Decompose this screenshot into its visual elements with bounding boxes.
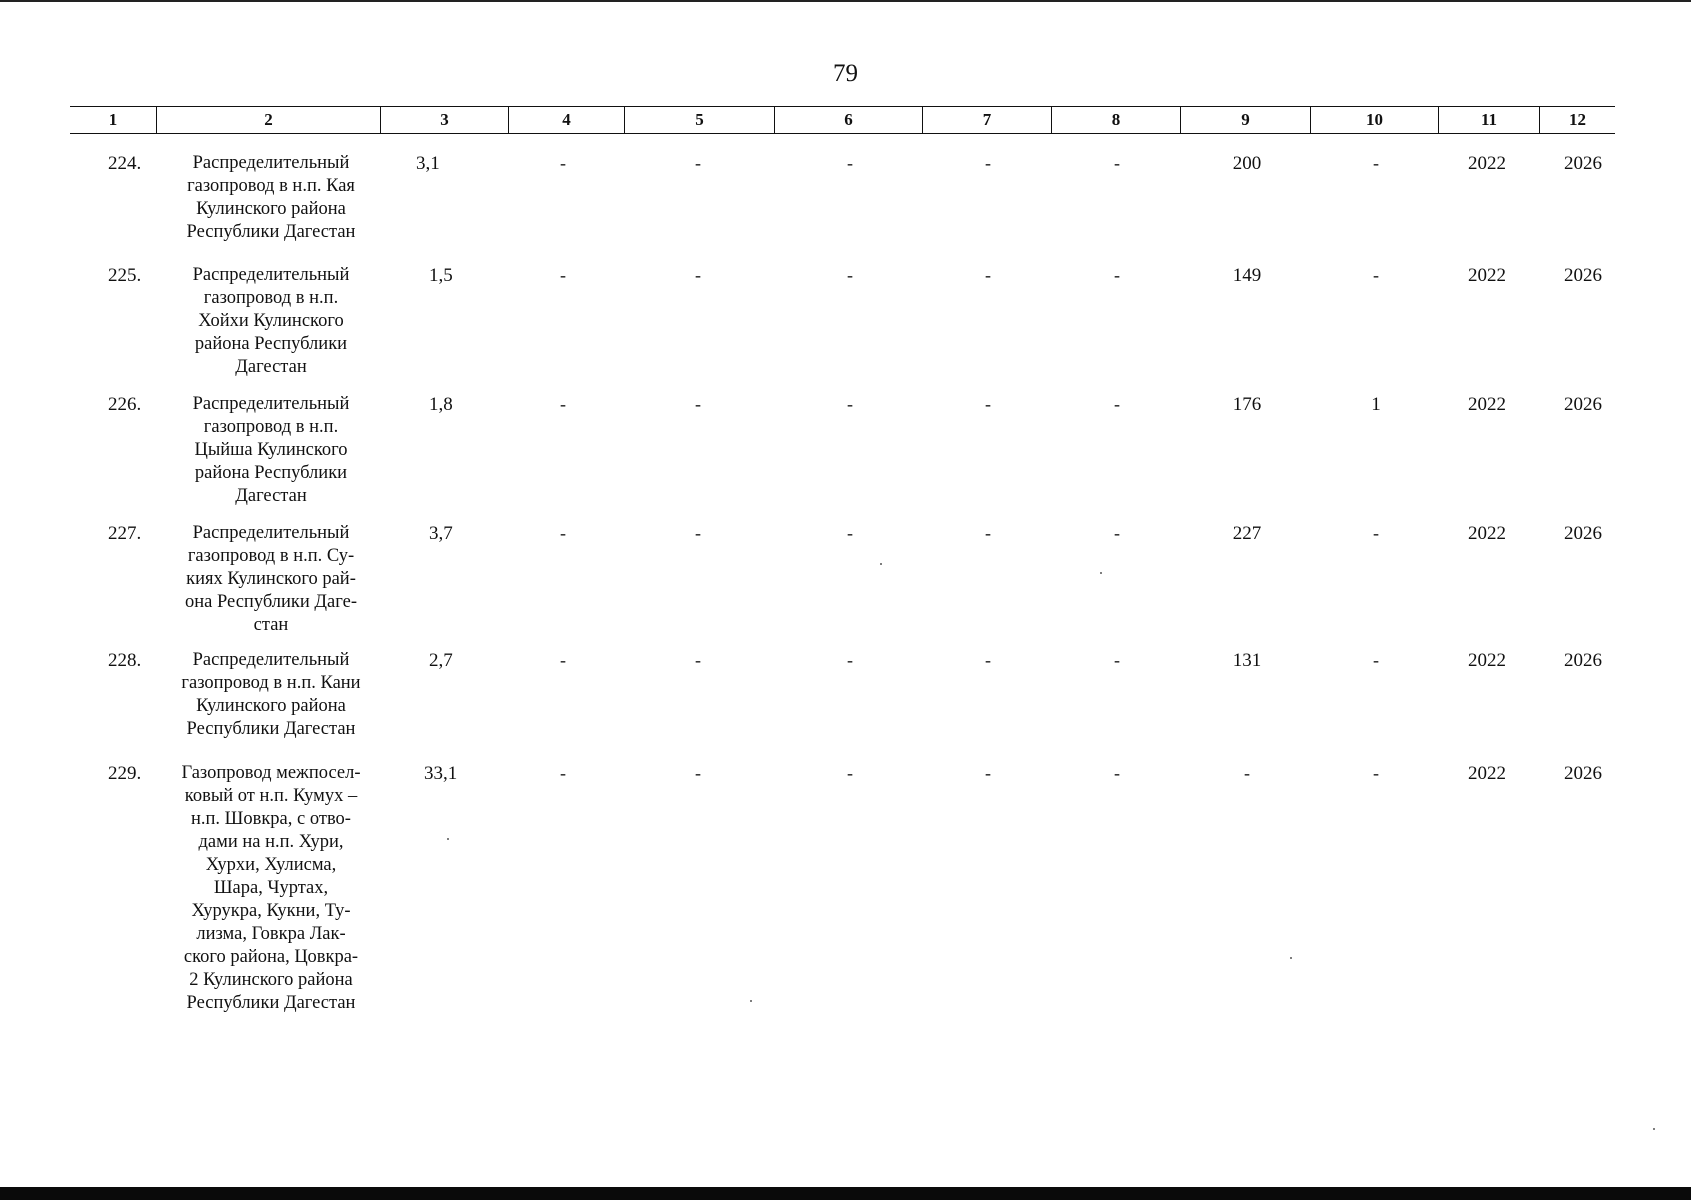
cell-col-6: - — [847, 763, 853, 783]
cell-col-6: - — [847, 265, 853, 285]
cell-col-4: - — [560, 265, 566, 285]
cell-col-11: 2022 — [1468, 153, 1506, 174]
cell-col-6: - — [847, 394, 853, 414]
cell-col-4: - — [560, 523, 566, 543]
cell-col-7: - — [985, 153, 991, 173]
bottom-scan-edge — [0, 1187, 1691, 1200]
cell-col-8: - — [1114, 763, 1120, 783]
cell-col-7: - — [985, 763, 991, 783]
column-header-5: 5 — [624, 107, 774, 133]
cell-col-11: 2022 — [1468, 523, 1506, 544]
column-header-1: 1 — [108, 110, 118, 129]
cell-col-11: 2022 — [1468, 650, 1506, 671]
top-scan-edge — [0, 0, 1691, 2]
cell-col-7: - — [985, 650, 991, 670]
object-name: Распределительный газопровод в н.п. Хойхи Кулинского района Республики Дагестан — [192, 265, 350, 377]
row-number: 225. — [108, 265, 142, 286]
cell-col-8: - — [1114, 265, 1120, 285]
cell-col-10: - — [1373, 153, 1379, 173]
object-name: Распределительный газопровод в н.п. Су- киях Кулинского рай- она Республики Даге- стан — [185, 523, 357, 635]
cell-col-10: 1 — [1371, 394, 1381, 415]
cell-col-12: 2026 — [1564, 153, 1602, 174]
cell-col-11: 2022 — [1468, 763, 1506, 784]
cell-col-9: 149 — [1232, 265, 1262, 286]
cell-col-10: - — [1373, 523, 1379, 543]
cell-col-12: 2026 — [1564, 650, 1602, 671]
column-header-6: 6 — [774, 107, 922, 133]
cell-col-3: 3,7 — [429, 523, 453, 544]
object-name: Распределительный газопровод в н.п. Цыйша Кулинского района Республики Дагестан — [192, 394, 350, 506]
cell-col-3: 3,1 — [416, 153, 440, 174]
cell-col-8: - — [1114, 394, 1120, 414]
cell-col-5: - — [695, 763, 701, 783]
row-number: 228. — [108, 650, 142, 671]
row-number: 229. — [108, 763, 142, 784]
cell-col-6: - — [847, 153, 853, 173]
cell-col-5: - — [695, 650, 701, 670]
cell-col-10: - — [1373, 650, 1379, 670]
scan-speck — [1653, 1128, 1655, 1130]
table-header — [70, 106, 1615, 134]
cell-col-5: - — [695, 394, 701, 414]
cell-col-4: - — [560, 763, 566, 783]
cell-col-9: 131 — [1232, 650, 1262, 671]
column-header-3: 3 — [380, 107, 508, 133]
cell-col-11: 2022 — [1468, 265, 1506, 286]
column-header-11: 11 — [1438, 107, 1539, 133]
cell-col-8: - — [1114, 153, 1120, 173]
row-number: 226. — [108, 394, 142, 415]
cell-col-9: - — [1244, 763, 1250, 783]
column-header-9: 9 — [1180, 107, 1310, 133]
cell-col-7: - — [985, 523, 991, 543]
column-header-2: 2 — [156, 107, 380, 133]
cell-col-3: 1,8 — [429, 394, 453, 415]
cell-col-6: - — [847, 650, 853, 670]
cell-col-3: 2,7 — [429, 650, 453, 671]
column-header-4: 4 — [508, 107, 624, 133]
cell-col-9: 227 — [1232, 523, 1262, 544]
cell-col-10: - — [1373, 763, 1379, 783]
cell-col-5: - — [695, 265, 701, 285]
cell-col-3: 33,1 — [424, 763, 458, 784]
scan-speck — [880, 563, 882, 565]
column-header-10: 10 — [1310, 107, 1438, 133]
column-header-8: 8 — [1051, 107, 1180, 133]
cell-col-4: - — [560, 394, 566, 414]
cell-col-7: - — [985, 394, 991, 414]
cell-col-12: 2026 — [1564, 523, 1602, 544]
cell-col-12: 2026 — [1564, 265, 1602, 286]
cell-col-4: - — [560, 650, 566, 670]
cell-col-5: - — [695, 153, 701, 173]
row-number: 227. — [108, 523, 142, 544]
object-name: Распределительный газопровод в н.п. Кани Кулинского района Республики Дагестан — [181, 650, 361, 739]
scan-speck — [750, 1000, 752, 1002]
cell-col-4: - — [560, 153, 566, 173]
cell-col-10: - — [1373, 265, 1379, 285]
cell-col-9: 200 — [1232, 153, 1262, 174]
cell-col-12: 2026 — [1564, 394, 1602, 415]
row-number: 224. — [108, 153, 142, 174]
cell-col-6: - — [847, 523, 853, 543]
scan-speck — [1290, 957, 1292, 959]
column-header-12: 12 — [1539, 107, 1615, 133]
cell-col-7: - — [985, 265, 991, 285]
scan-speck — [1100, 572, 1102, 574]
object-name: Распределительный газопровод в н.п. Кая Кулинского района Республики Дагестан — [186, 153, 356, 242]
cell-col-9: 176 — [1232, 394, 1262, 415]
page-number: 79 — [833, 60, 858, 87]
cell-col-8: - — [1114, 650, 1120, 670]
cell-col-8: - — [1114, 523, 1120, 543]
object-name: Газопровод межпосел- ковый от н.п. Кумух – н.п. Шовкра, с отво- дами на н.п. Хури, Хурхи, Хулисма, Шара, Чуртах, Хурукра, Кукни, Ту- лизма, Говкра Лак- ского района, Цовкра- 2 Кулинского района Республики Дагестан — [181, 763, 361, 1013]
column-header-7: 7 — [922, 107, 1051, 133]
cell-col-11: 2022 — [1468, 394, 1506, 415]
scan-speck — [447, 838, 449, 840]
cell-col-3: 1,5 — [429, 265, 453, 286]
cell-col-12: 2026 — [1564, 763, 1602, 784]
cell-col-5: - — [695, 523, 701, 543]
